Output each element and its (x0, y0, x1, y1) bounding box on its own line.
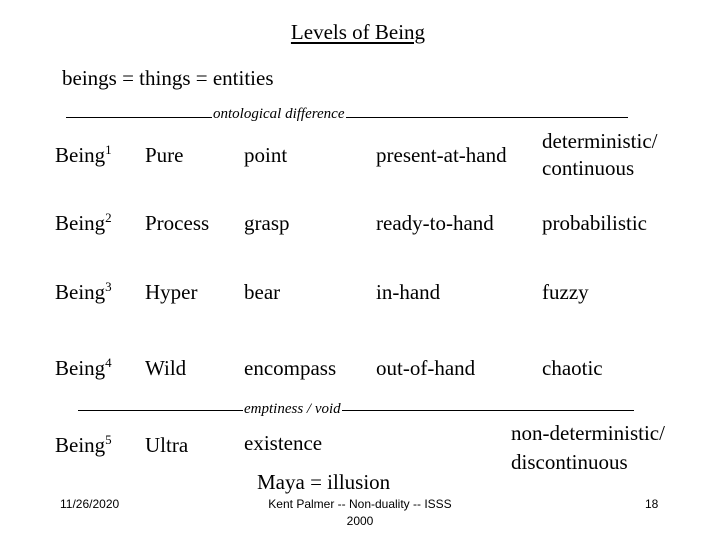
type-ultra: Ultra (145, 433, 189, 457)
action-grasp: grasp (244, 211, 290, 235)
being-label-5: Being$^5$ (55, 432, 112, 457)
slide-subtitle: beings = things = entities (62, 66, 274, 90)
footer-date: 11/26/2020 (60, 497, 120, 511)
being-label-2: Being$^2$ (55, 210, 112, 235)
quality-deterministic: deterministic/ (542, 129, 658, 153)
footer-page-number: 18 (645, 497, 659, 511)
type-wild: Wild (145, 356, 187, 380)
being-label-1: Being$^1$ (55, 142, 112, 167)
quality-fuzzy: fuzzy (542, 280, 589, 304)
type-process: Process (145, 211, 210, 235)
quality-probabilistic: probabilistic (542, 211, 647, 235)
action-existence: existence (244, 431, 323, 455)
quality-discontinuous: discontinuous (511, 450, 628, 474)
ontological-difference-divider (66, 117, 628, 118)
emptiness-void-divider (78, 410, 634, 411)
action-bear: bear (244, 280, 281, 304)
action-point: point (244, 143, 288, 167)
being-label-4: Being$^4$ (55, 355, 112, 380)
slide-title: Levels of Being (290, 20, 426, 44)
type-hyper: Hyper (145, 280, 198, 304)
quality-chaotic: chaotic (542, 356, 603, 380)
quality-non-deterministic: non-deterministic/ (511, 421, 665, 445)
mode-present-at-hand: present-at-hand (376, 143, 507, 167)
footer-author (238, 497, 482, 528)
mode-in-hand: in-hand (376, 280, 441, 304)
footer-author-line1: Kent Palmer -- Non-duality -- ISSS (268, 497, 452, 511)
mode-ready-to-hand: ready-to-hand (376, 211, 494, 235)
being-label-3: Being$^3$ (55, 279, 112, 304)
quality-continuous: continuous (542, 156, 635, 180)
ontological-difference-label: ontological difference (213, 106, 345, 122)
maya-illusion-note: Maya = illusion (257, 470, 391, 494)
mode-out-of-hand: out-of-hand (376, 356, 476, 380)
type-pure: Pure (145, 143, 184, 167)
footer-author-line2: 2000 (346, 514, 374, 528)
emptiness-void-label: emptiness / void (244, 401, 341, 417)
action-encompass: encompass (244, 356, 337, 380)
